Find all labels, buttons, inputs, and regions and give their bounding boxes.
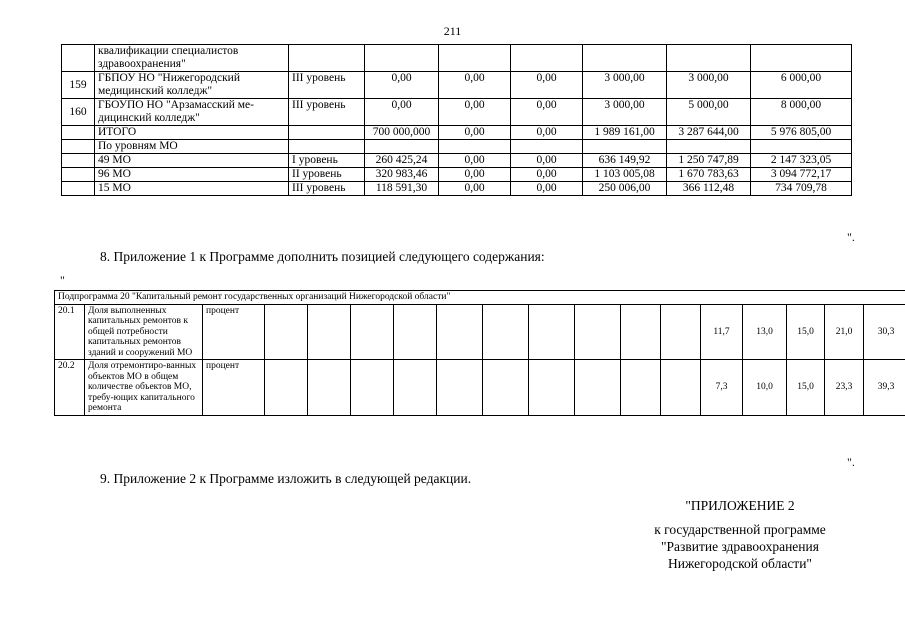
- funding-cell-level: III уровень: [289, 99, 365, 126]
- indicator-cell-empty: [529, 360, 575, 416]
- funding-cell-num: 159: [62, 72, 95, 99]
- funding-cell-c5: 3 287 644,00: [667, 126, 751, 140]
- indicator-cell-empty: [621, 360, 661, 416]
- funding-cell-c3: 0,00: [511, 168, 583, 182]
- funding-cell-c1: 320 983,46: [365, 168, 439, 182]
- funding-row: [62, 45, 852, 72]
- funding-cell-c1: 260 425,24: [365, 154, 439, 168]
- funding-cell-name: квалификации специалистов здравоохранения": [95, 45, 289, 72]
- funding-cell-name: 15 МО: [95, 182, 289, 196]
- funding-cell-c3: 0,00: [511, 126, 583, 140]
- funding-cell-num: [62, 168, 95, 182]
- funding-row: [62, 168, 852, 182]
- funding-cell-c5: [667, 140, 751, 154]
- funding-cell-c4: [583, 45, 667, 72]
- indicators-table: [54, 290, 905, 416]
- funding-cell-c6: [751, 140, 852, 154]
- indicator-cell-empty: [575, 360, 621, 416]
- funding-cell-c5: 366 112,48: [667, 182, 751, 196]
- subprogram-header-row: [55, 291, 905, 305]
- funding-row: [62, 72, 852, 99]
- funding-cell-num: 160: [62, 99, 95, 126]
- funding-cell-num: [62, 126, 95, 140]
- subprogram-header: Подпрограмма 20 "Капитальный ремонт государственных организаций Нижегородской области": [55, 291, 905, 305]
- indicator-cell-v3: 15,0: [787, 304, 825, 360]
- funding-cell-c4: 250 006,00: [583, 182, 667, 196]
- indicator-cell-v4: 23,3: [825, 360, 864, 416]
- table1-closing-quote: ".: [847, 230, 855, 244]
- funding-cell-c5: 1 670 783,63: [667, 168, 751, 182]
- indicator-row: [55, 304, 905, 360]
- funding-row: [62, 126, 852, 140]
- funding-cell-c6: 6 000,00: [751, 72, 852, 99]
- funding-cell-c1: 0,00: [365, 72, 439, 99]
- appendix-line-1: к государственной программе: [654, 522, 826, 537]
- appendix-line-3: Нижегородской области": [668, 556, 812, 571]
- indicator-cell-empty: [483, 304, 529, 360]
- funding-cell-c2: 0,00: [439, 72, 511, 99]
- indicator-cell-v1: 11,7: [701, 304, 743, 360]
- indicator-cell-empty: [308, 304, 351, 360]
- funding-cell-level: II уровень: [289, 168, 365, 182]
- funding-cell-c5: [667, 45, 751, 72]
- funding-cell-name: 49 МО: [95, 154, 289, 168]
- funding-table: [61, 44, 852, 196]
- indicator-cell-v3: 15,0: [787, 360, 825, 416]
- funding-cell-c3: 0,00: [511, 72, 583, 99]
- funding-cell-c4: 1 103 005,08: [583, 168, 667, 182]
- funding-cell-c2: 0,00: [439, 154, 511, 168]
- indicator-cell-empty: [437, 304, 483, 360]
- indicator-cell-name: Доля выполненных капитальных ремонтов к общей потребности капитальных ремонтов зданий и сооружений МО: [85, 304, 203, 360]
- funding-row: [62, 154, 852, 168]
- funding-cell-c1: [365, 45, 439, 72]
- funding-cell-c6: 2 147 323,05: [751, 154, 852, 168]
- funding-cell-c2: 0,00: [439, 182, 511, 196]
- indicator-cell-num: 20.1: [55, 304, 85, 360]
- paragraph-8: 8. Приложение 1 к Программе дополнить позицией следующего содержания:: [100, 249, 545, 264]
- funding-cell-c6: 3 094 772,17: [751, 168, 852, 182]
- funding-cell-level: I уровень: [289, 154, 365, 168]
- indicator-cell-empty: [661, 360, 701, 416]
- funding-cell-c2: 0,00: [439, 99, 511, 126]
- funding-cell-c2: [439, 140, 511, 154]
- indicator-cell-v4: 21,0: [825, 304, 864, 360]
- indicator-cell-empty: [575, 304, 621, 360]
- funding-cell-c6: 5 976 805,00: [751, 126, 852, 140]
- funding-cell-c1: 700 000,000: [365, 126, 439, 140]
- funding-cell-c6: [751, 45, 852, 72]
- funding-cell-c2: [439, 45, 511, 72]
- indicator-cell-empty: [351, 304, 394, 360]
- indicator-cell-empty: [621, 304, 661, 360]
- indicator-cell-num: 20.2: [55, 360, 85, 416]
- indicator-cell-empty: [351, 360, 394, 416]
- appendix-title: "ПРИЛОЖЕНИЕ 2: [685, 498, 795, 513]
- page-number: 211: [443, 24, 462, 38]
- funding-cell-c4: [583, 140, 667, 154]
- indicator-cell-empty: [265, 360, 308, 416]
- funding-cell-num: [62, 182, 95, 196]
- funding-cell-level: [289, 140, 365, 154]
- indicator-cell-empty: [308, 360, 351, 416]
- funding-cell-c6: 734 709,78: [751, 182, 852, 196]
- indicator-cell-empty: [529, 304, 575, 360]
- indicator-cell-empty: [265, 304, 308, 360]
- funding-cell-c2: 0,00: [439, 168, 511, 182]
- funding-cell-c5: 3 000,00: [667, 72, 751, 99]
- funding-cell-name: ГБПОУ НО "Нижегородский медицинский колледж": [95, 72, 289, 99]
- funding-row: [62, 182, 852, 196]
- indicator-cell-empty: [661, 304, 701, 360]
- funding-cell-c2: 0,00: [439, 126, 511, 140]
- indicator-cell-empty: [437, 360, 483, 416]
- indicator-cell-empty: [394, 360, 437, 416]
- appendix-line-2: "Развитие здравоохранения: [661, 539, 819, 554]
- funding-cell-name: ГБОУПО НО "Арзамасский ме-дицинский колледж": [95, 99, 289, 126]
- paragraph-9: 9. Приложение 2 к Программе изложить в следующей редакции.: [100, 471, 472, 486]
- funding-cell-c4: 1 989 161,00: [583, 126, 667, 140]
- funding-cell-c1: [365, 140, 439, 154]
- opening-quote: ": [60, 273, 65, 287]
- funding-cell-c5: 5 000,00: [667, 99, 751, 126]
- funding-cell-c1: 118 591,30: [365, 182, 439, 196]
- funding-cell-level: [289, 126, 365, 140]
- indicator-cell-v2: 13,0: [743, 304, 787, 360]
- funding-cell-level: [289, 45, 365, 72]
- funding-cell-level: III уровень: [289, 72, 365, 99]
- funding-cell-c3: [511, 140, 583, 154]
- indicator-row: [55, 360, 905, 416]
- funding-cell-num: [62, 154, 95, 168]
- indicator-cell-v1: 7,3: [701, 360, 743, 416]
- indicator-cell-empty: [394, 304, 437, 360]
- funding-cell-name: 96 МО: [95, 168, 289, 182]
- funding-cell-num: [62, 140, 95, 154]
- table2-closing-quote: ".: [847, 455, 855, 469]
- funding-cell-name: По уровням МО: [95, 140, 289, 154]
- funding-cell-c5: 1 250 747,89: [667, 154, 751, 168]
- funding-cell-c3: 0,00: [511, 99, 583, 126]
- funding-cell-level: III уровень: [289, 182, 365, 196]
- funding-cell-c4: 3 000,00: [583, 99, 667, 126]
- indicator-cell-empty: [483, 360, 529, 416]
- indicator-cell-unit: процент: [203, 360, 265, 416]
- funding-cell-c1: 0,00: [365, 99, 439, 126]
- funding-row: [62, 99, 852, 126]
- indicator-cell-v2: 10,0: [743, 360, 787, 416]
- indicator-cell-unit: процент: [203, 304, 265, 360]
- funding-cell-c6: 8 000,00: [751, 99, 852, 126]
- funding-cell-num: [62, 45, 95, 72]
- indicator-cell-v5: 39,3: [864, 360, 905, 416]
- funding-cell-c3: [511, 45, 583, 72]
- funding-cell-c3: 0,00: [511, 154, 583, 168]
- funding-cell-c4: 3 000,00: [583, 72, 667, 99]
- funding-cell-c4: 636 149,92: [583, 154, 667, 168]
- funding-row: [62, 140, 852, 154]
- funding-cell-c3: 0,00: [511, 182, 583, 196]
- indicator-cell-name: Доля отремонтиро-ванных объектов МО в общем количестве объектов МО, требу-ющих капитального ремонта: [85, 360, 203, 416]
- funding-cell-name: ИТОГО: [95, 126, 289, 140]
- indicator-cell-v5: 30,3: [864, 304, 905, 360]
